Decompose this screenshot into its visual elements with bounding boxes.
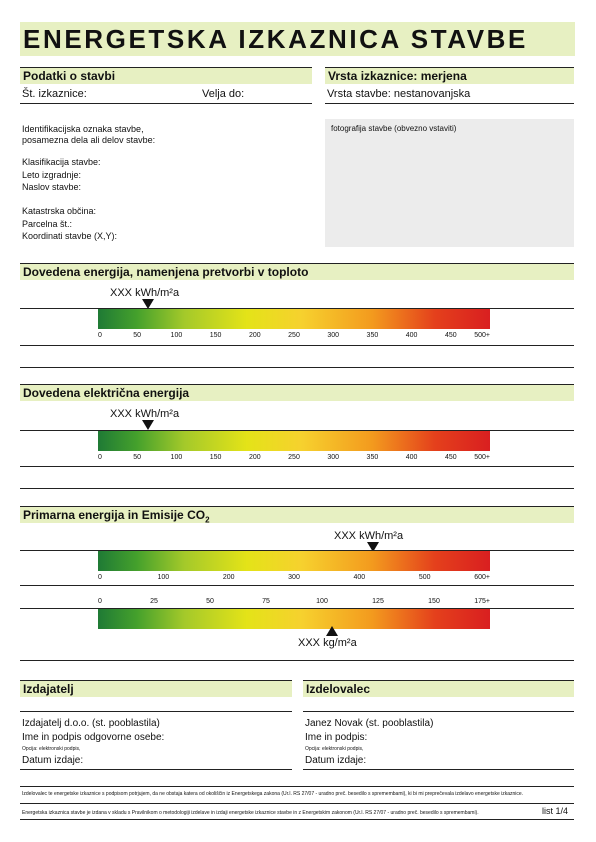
footer-declaration: Izdelovalec te energetske izkaznice s podpisom potrjujem, da ne obstaja katera od okoliščin iz Energetskega zakona (Ur.l. RS 27/07 - uradno preč. besedilo s spremembami), ki bi mi preprečevala izdelavo energetske izkaznice.: [22, 791, 524, 797]
heat-tick-label: 450: [444, 332, 457, 339]
electric-value-label: XXX kWh/m²a: [110, 408, 180, 420]
primary-energy-header: [20, 507, 574, 523]
building-header: Podatki o stavbi: [20, 68, 312, 84]
maker-header: Izdelovalec: [303, 681, 574, 697]
divider: [303, 769, 574, 770]
primary-tick-label: 200: [222, 574, 235, 581]
emission-tick-label: 50: [206, 598, 214, 605]
emission-tick-label: 100: [316, 598, 328, 605]
heat-tick-label: 500+: [474, 332, 490, 339]
electric-tick-label: 450: [444, 454, 457, 461]
heat-tick-label: 0: [98, 332, 102, 339]
emission-tick-label: 75: [262, 598, 270, 605]
co2-subscript: 2: [205, 515, 210, 525]
heat-scale-ticks: [98, 332, 490, 342]
maker-e-signature-note: Opcija: elektronski podpis,: [305, 746, 364, 752]
electric-scale-bar: [98, 431, 490, 451]
divider: [303, 711, 574, 712]
primary-tick-label: 600+: [474, 574, 490, 581]
heat-tick-label: 300: [327, 332, 340, 339]
electric-tick-label: 300: [327, 454, 340, 461]
photo-label: fotografija stavbe (obvezno vstaviti): [331, 124, 457, 133]
heat-tick-label: 400: [405, 332, 418, 339]
divider: [20, 585, 574, 586]
issuer-e-signature-note: Opcija: elektronski podpis,: [22, 746, 81, 752]
field-parcel: Parcelna št.:: [22, 219, 73, 229]
electric-tick-label: 150: [209, 454, 222, 461]
divider: [20, 803, 574, 804]
maker-date-label: Datum izdaje:: [305, 755, 367, 766]
divider: [20, 367, 574, 368]
electric-marker: [142, 420, 154, 430]
heat-energy-header: Dovedena energija, namenjena pretvorbi v toploto: [20, 264, 574, 280]
page-number: list 1/4: [542, 806, 569, 816]
card-number-label: Št. izkaznice:: [22, 88, 87, 100]
primary-energy-header-text: Primarna energija in Emisije CO: [23, 508, 206, 522]
heat-value-label: XXX kWh/m²a: [110, 287, 180, 299]
divider: [20, 466, 574, 467]
heat-scale-bar: [98, 309, 490, 329]
emission-marker: [326, 626, 338, 636]
field-id-1: Identifikacijska oznaka stavbe,: [22, 124, 144, 134]
electric-tick-label: 350: [366, 454, 379, 461]
card-type-header: Vrsta izkaznice: merjena: [325, 68, 574, 84]
primary-tick-label: 0: [98, 574, 102, 581]
page-title: ENERGETSKA IZKAZNICA STAVBE: [20, 22, 575, 56]
field-year: Leto izgradnje:: [22, 170, 82, 180]
emission-tick-label: 25: [150, 598, 158, 605]
heat-tick-label: 100: [170, 332, 183, 339]
emission-scale-ticks: [98, 598, 490, 608]
heat-tick-label: 200: [248, 332, 261, 339]
emission-tick-label: 150: [428, 598, 440, 605]
emission-tick-label: 125: [372, 598, 384, 605]
divider: [20, 769, 292, 770]
issuer-company: Izdajatelj d.o.o. (st. pooblastila): [22, 718, 160, 729]
heat-tick-label: 250: [288, 332, 300, 339]
emission-value-label: XXX kg/m²a: [298, 637, 357, 649]
primary-tick-label: 100: [157, 574, 170, 581]
heat-tick-label: 50: [133, 332, 142, 339]
heat-tick-label: 350: [366, 332, 379, 339]
electric-energy-header: Dovedena električna energija: [20, 385, 574, 401]
electric-tick-label: 50: [133, 454, 142, 461]
electric-tick-label: 0: [98, 454, 102, 461]
primary-scale-bar: [98, 551, 490, 571]
field-id-2: posamezna dela ali delov stavbe:: [22, 135, 156, 145]
divider: [20, 819, 574, 820]
divider: [20, 660, 574, 661]
primary-tick-label: 500: [418, 574, 431, 581]
divider: [20, 786, 574, 787]
electric-tick-label: 400: [405, 454, 418, 461]
divider: [20, 345, 574, 346]
footer-legal-basis: Energetska izkaznica stavbe je izdana v skladu s Pravilnikom o metodologiji izdelave in izdaji energetske izkaznice stavbe in z Energetskim zakonom (Ur.l. RS 27/07 - uradno preč. besedilo s spremembami).: [22, 810, 479, 816]
heat-tick-label: 150: [209, 332, 222, 339]
maker-name: Janez Novak (st. pooblastila): [305, 718, 434, 729]
emission-tick-label: 175+: [474, 598, 490, 605]
divider: [325, 103, 574, 104]
electric-tick-label: 250: [288, 454, 300, 461]
electric-tick-label: 100: [170, 454, 183, 461]
valid-until-label: Velja do:: [202, 88, 245, 100]
field-classification: Klasifikacija stavbe:: [22, 157, 101, 167]
divider: [20, 103, 312, 104]
field-cadastral: Katastrska občina:: [22, 206, 97, 216]
primary-scale-ticks: [98, 574, 490, 584]
electric-scale-ticks: [98, 454, 490, 464]
issuer-header: Izdajatelj: [20, 681, 292, 697]
emission-tick-label: 0: [98, 598, 102, 605]
issuer-date-label: Datum izdaje:: [22, 755, 84, 766]
issuer-responsible-person: Ime in podpis odgovorne osebe:: [22, 732, 165, 743]
field-address: Naslov stavbe:: [22, 182, 82, 192]
primary-tick-label: 300: [288, 574, 300, 581]
maker-signature-label: Ime in podpis:: [305, 732, 368, 743]
photo-placeholder: [325, 119, 574, 247]
building-type-label: Vrsta stavbe: nestanovanjska: [327, 88, 471, 100]
electric-tick-label: 500+: [474, 454, 490, 461]
field-coordinates: Koordinati stavbe (X,Y):: [22, 231, 118, 241]
emission-scale-bar: [98, 609, 490, 629]
primary-tick-label: 400: [353, 574, 366, 581]
divider: [20, 711, 292, 712]
electric-tick-label: 200: [248, 454, 261, 461]
primary-value-label: XXX kWh/m²a: [334, 530, 404, 542]
divider: [20, 488, 574, 489]
